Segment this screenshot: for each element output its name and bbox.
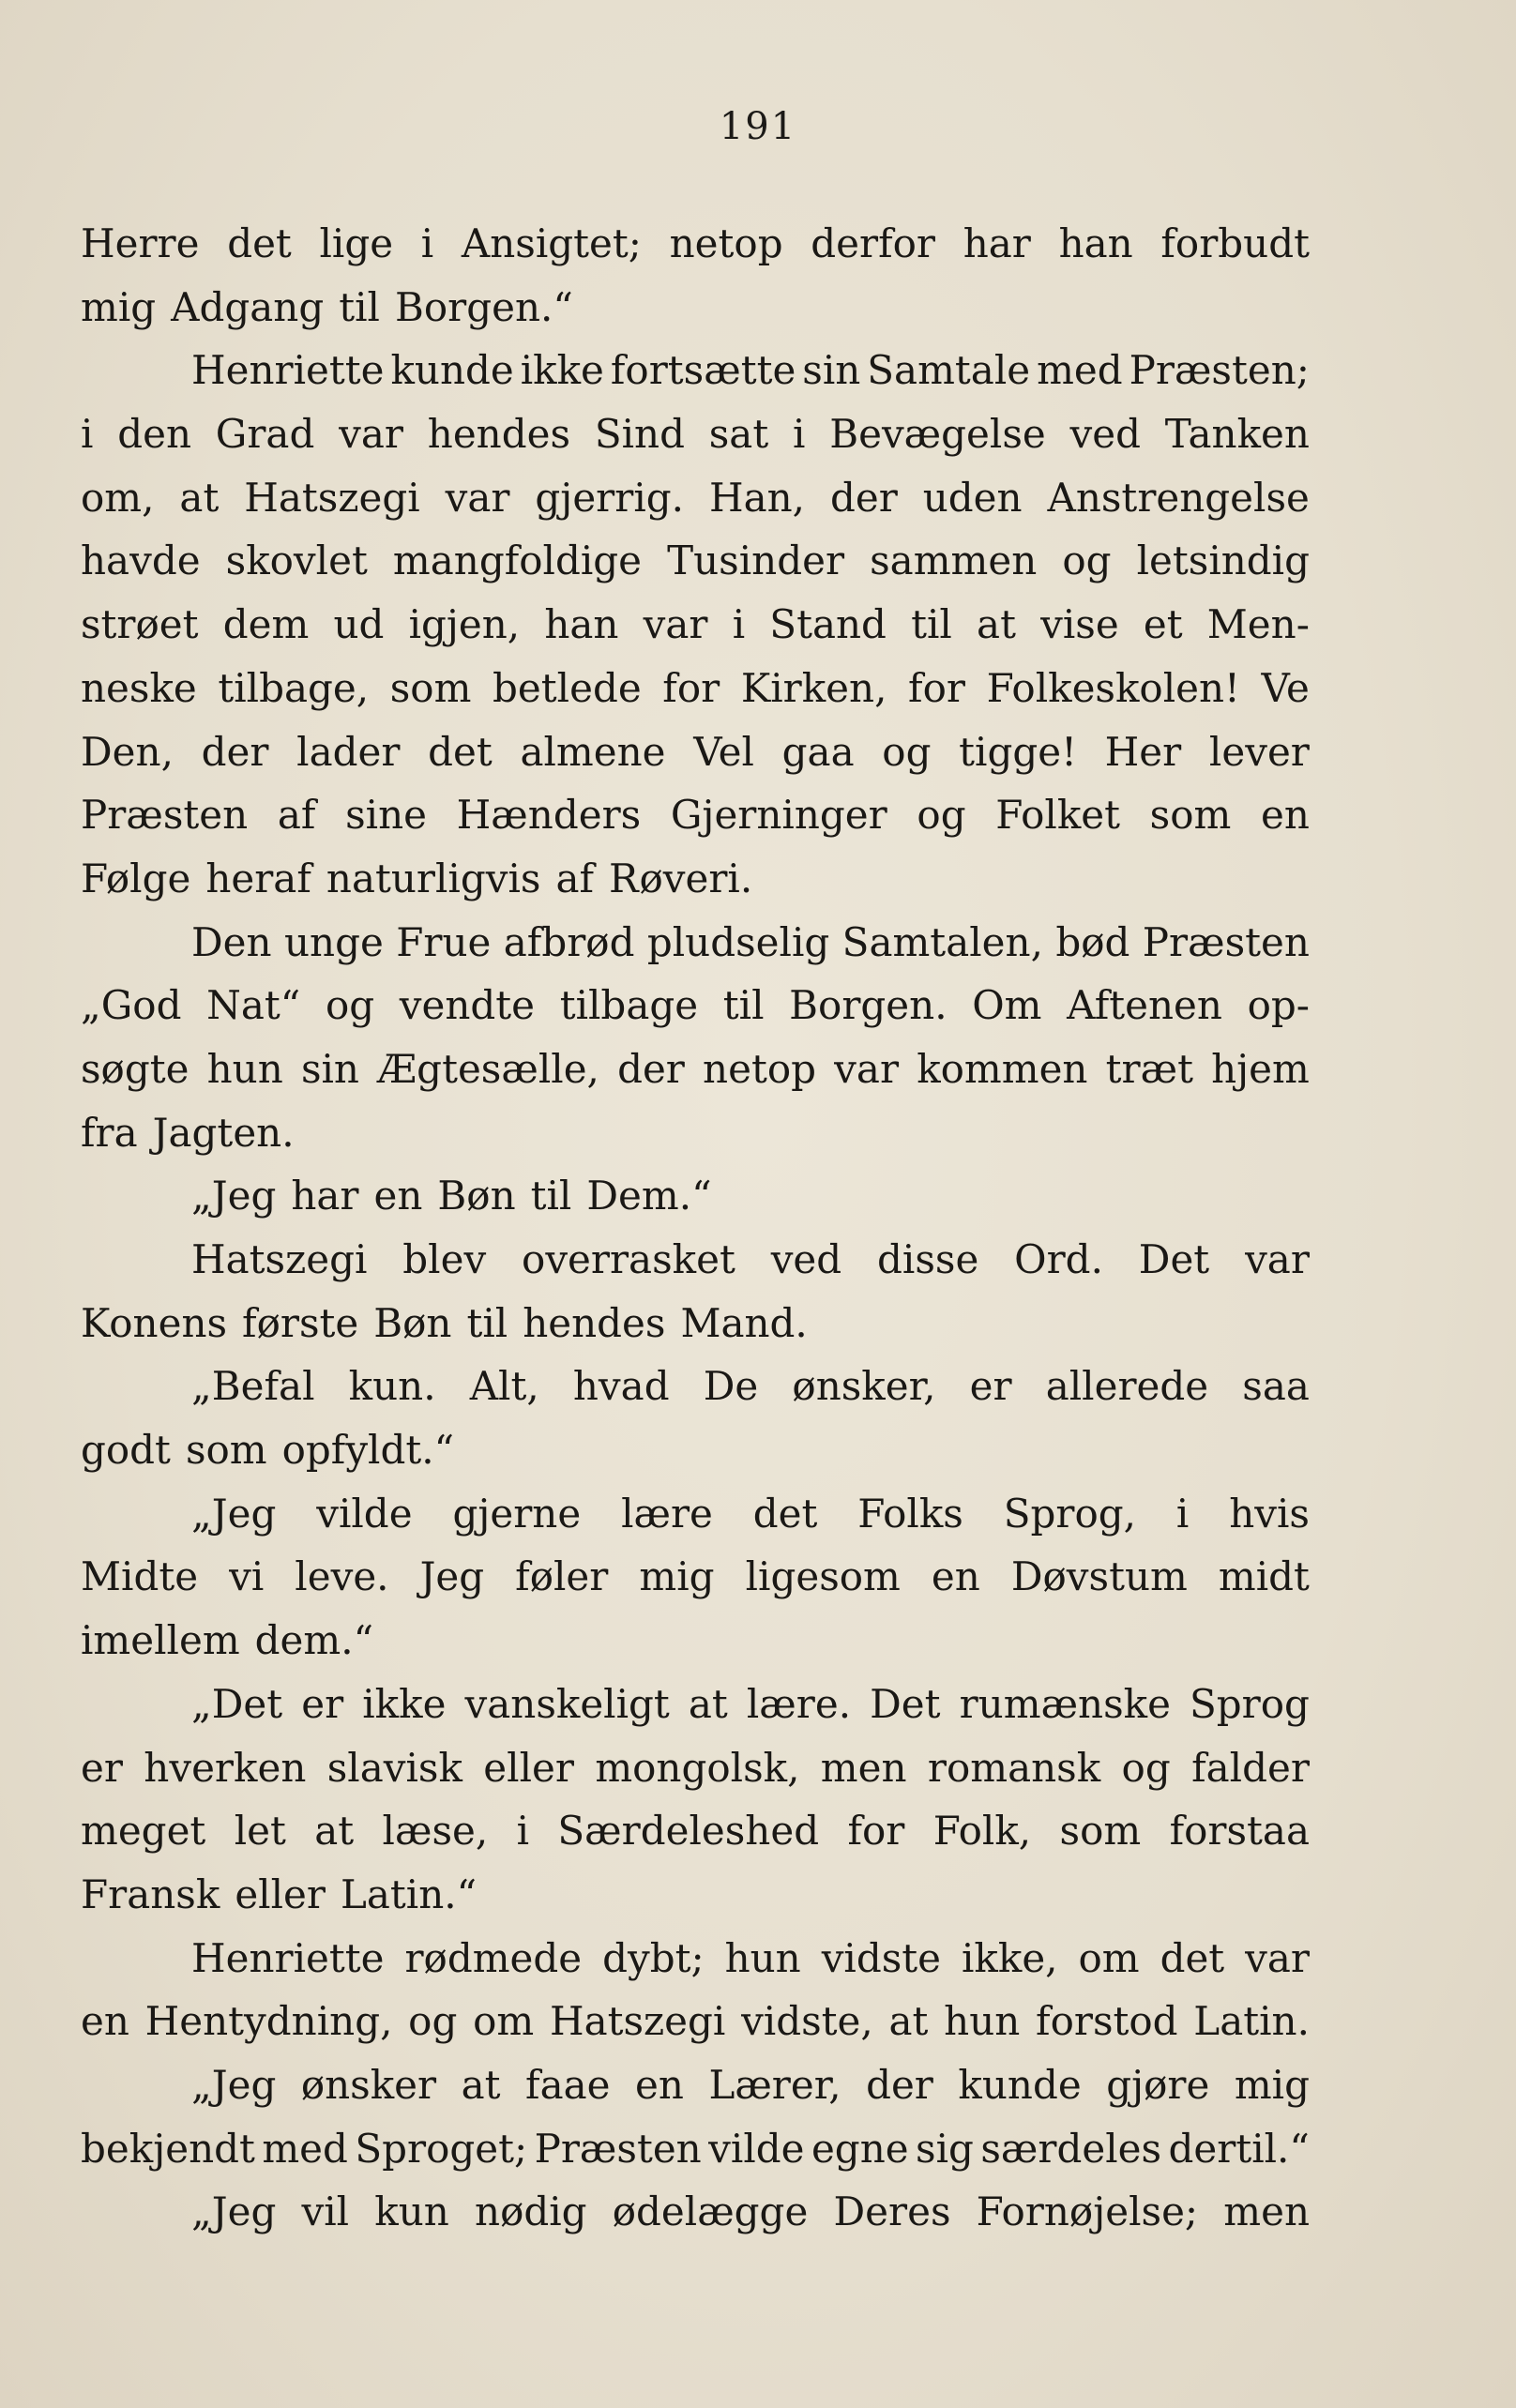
word: det [1160,1934,1225,1981]
word: som [389,664,472,711]
text-line [81,847,1310,911]
word: derfor [811,220,936,266]
text-line [81,1736,1310,1800]
word: det [428,728,493,775]
text-line [81,2053,1310,2117]
text-line [81,1418,1310,1482]
word: midt [1218,1553,1310,1600]
word: Præsten; [1129,347,1310,394]
word: om [473,1998,535,2045]
word: Ansigtet; [461,220,642,266]
word: sin [802,347,861,394]
word: men [1223,2188,1310,2235]
word: nødig [475,2188,587,2235]
word: imellem [81,1617,240,1664]
word: godt [81,1427,171,1474]
word: ødelægge [612,2188,809,2235]
word: for [847,1808,905,1855]
word: ud [333,601,385,648]
word: „Jeg [191,1490,277,1537]
text-line [81,402,1310,466]
word: at [688,1680,728,1727]
word: mangfoldige [392,538,643,584]
word: leve. [295,1553,389,1600]
word: saa [1242,1363,1310,1410]
word: med [1037,347,1123,394]
word: falder [1191,1744,1310,1791]
text-line [81,783,1310,847]
word: Gjerninger [670,792,887,839]
word: ligesom [745,1553,901,1600]
word: vendte [399,982,536,1029]
word: Henriette [191,347,385,394]
word: Dem.“ [586,1173,712,1219]
word: hvad [572,1363,670,1410]
word: Ve [1261,664,1310,711]
word: De [703,1363,759,1410]
word: Sprog [1190,1680,1310,1727]
word: Mand. [680,1299,808,1346]
word: vidste [821,1934,942,1981]
word: til [466,1299,508,1346]
word: Aftenen [1067,982,1222,1029]
word: Om [972,982,1042,1029]
word: en [931,1553,980,1600]
word: til [911,601,952,648]
word: men [820,1744,907,1791]
word: Tusinder [667,538,845,584]
word: forstaa [1169,1808,1310,1855]
word: der [866,2061,933,2108]
word: Folket [995,792,1120,839]
word: Hatszegi [191,1236,368,1282]
word: Hatszegi [549,1998,726,2045]
text-line [81,974,1310,1037]
word: romansk [927,1744,1101,1791]
word: hun [206,1045,283,1092]
word: første [242,1299,359,1346]
word: hun [724,1934,801,1981]
word: er [301,1680,344,1727]
word: vidste, [741,1998,873,2045]
text-line [81,1164,1310,1228]
word: er [969,1363,1012,1410]
word: Fransk [81,1870,220,1917]
word: for [908,664,965,711]
word: gjerne [452,1490,582,1537]
word: ikke, [961,1934,1058,1981]
word: letsindig [1136,538,1310,584]
word: sat [708,411,769,458]
word: ikke [362,1680,447,1727]
word: vilde [316,1490,413,1537]
text-line [81,720,1310,784]
word: Præsten [81,792,249,839]
word: mongolsk, [595,1744,800,1791]
text-line [81,1482,1310,1546]
word: „Jeg [191,1173,277,1219]
word: den [117,411,192,458]
word: „God [81,982,182,1029]
word: tigge! [959,728,1077,775]
word: var [643,601,708,648]
text-line [81,2180,1310,2244]
word: op- [1247,982,1310,1029]
word: og [1062,538,1112,584]
word: tilbage [559,982,699,1029]
text-line [81,212,1310,276]
word: Den, [81,728,174,775]
word: dem.“ [254,1617,374,1664]
word: allerede [1045,1363,1209,1410]
word: lader [296,728,401,775]
word: der [617,1045,685,1092]
word: Hænders [456,792,642,839]
word: i [420,220,434,266]
word: ikke [520,347,604,394]
word: læse, [382,1808,489,1855]
word: ved [770,1236,842,1282]
word: Jagten. [152,1109,295,1156]
word: afbrød [503,918,635,965]
word: Døvstum [1010,1553,1188,1600]
word: føler [515,1553,609,1600]
word: som [1059,1808,1142,1855]
page-number: 191 [719,105,797,148]
word: var [1245,1236,1310,1282]
word: han [544,601,619,648]
word: for [662,664,720,711]
word: hjem [1211,1045,1310,1092]
word: Hentydning, [144,1998,393,2045]
word: let [234,1808,286,1855]
word: strøet [81,601,199,648]
word: Sind [594,411,685,458]
word: og [1121,1744,1171,1791]
word: og [917,792,966,839]
word: var [445,474,510,521]
word: Herre [81,220,200,266]
word: kun [374,2188,449,2235]
word: lever [1208,728,1310,775]
word: Grad [215,411,315,458]
word: Latin.“ [340,1870,478,1917]
text-line [81,1545,1310,1609]
word: lære. [746,1680,852,1727]
word: Folk, [932,1808,1032,1855]
word: vilde [708,2125,805,2172]
word: Borgen.“ [394,283,573,330]
text-line [81,1863,1310,1927]
word: og [882,728,932,775]
word: at [314,1808,355,1855]
word: dem [222,601,310,648]
word: Deres [833,2188,951,2235]
text-line [81,1355,1310,1418]
word: Samtale [867,347,1031,394]
text-line [81,657,1310,720]
word: Bøn [373,1299,452,1346]
word: Præsten [1142,918,1310,965]
word: var [834,1045,900,1092]
word: hverken [144,1744,307,1791]
word: uden [922,474,1023,521]
word: hendes [427,411,571,458]
word: var [339,411,403,458]
word: mig [81,283,157,330]
word: faae [525,2061,611,2108]
word: særdeles [980,2125,1162,2172]
word: neske [81,664,197,711]
word: bekjendt [81,2125,255,2172]
word: har [291,1173,359,1219]
text-line [81,1037,1310,1101]
text-line [81,1799,1310,1863]
word: er [81,1744,123,1791]
word: i [732,601,746,648]
word: Det [870,1680,941,1727]
word: disse [877,1236,979,1282]
word: en [373,1173,423,1219]
word: at [179,474,220,521]
word: Folkeskolen! [986,664,1240,711]
word: heraf [205,855,311,901]
word: lære [621,1490,713,1537]
word: vil [301,2188,350,2235]
word: søgte [81,1045,190,1092]
word: et [1143,601,1183,648]
text-line [81,1990,1310,2053]
word: „Befal [191,1363,315,1410]
word: det [752,1490,818,1537]
text-line [81,339,1310,402]
word: forstod [1036,1998,1178,2045]
word: fra [81,1109,138,1156]
word: slavisk [326,1744,462,1791]
word: vanskeligt [464,1680,670,1727]
word: kunde [958,2061,1082,2108]
word: Bevægelse [829,411,1046,458]
word: gaa [781,728,855,775]
word: fortsætte [610,347,796,394]
word: Midte [81,1553,199,1600]
word: Bøn [437,1173,516,1219]
word: eller [483,1744,574,1791]
word: at [461,2061,501,2108]
word: „Jeg [191,2188,277,2235]
word: Sprog, [1003,1490,1136,1537]
word: hun [944,1998,1021,2045]
word: Ord. [1014,1236,1103,1282]
word: Nat“ [206,982,301,1029]
word: Konens [81,1299,228,1346]
word: Kirken, [740,664,887,711]
word: hendes [523,1299,666,1346]
word: kun. [348,1363,436,1410]
word: rødmede [404,1934,583,1981]
word: med [262,2125,348,2172]
text-line [81,1292,1310,1355]
word: Lærer, [708,2061,841,2108]
text-line [81,1927,1310,1991]
word: dybt; [602,1934,705,1981]
word: vise [1040,601,1119,648]
word: det [227,220,292,266]
word: Den [191,918,272,965]
word: „Jeg [191,2061,277,2108]
word: betlede [493,664,642,711]
word: Ægtesælle, [377,1045,599,1092]
word: har [963,220,1031,266]
text-line [81,276,1310,340]
word: og [325,982,375,1029]
word: skovlet [225,538,368,584]
text-line [81,1673,1310,1736]
word: Vel [693,728,754,775]
text-line [81,466,1310,530]
word: Stand [769,601,887,648]
word: af [555,855,595,901]
word: pludselig [646,918,830,965]
word: til [530,1173,572,1219]
word: havde [81,538,201,584]
word: Jeg [419,1553,485,1600]
word: Borgen. [789,982,948,1029]
word: Sproget; [355,2125,528,2172]
word: netop [703,1045,817,1092]
word: Henriette [191,1934,385,1981]
word: Han, [708,474,806,521]
word: Fornøjelse; [976,2188,1199,2235]
word: en [1261,792,1310,839]
word: igjen, [408,601,521,648]
word: naturligvis [326,855,541,901]
word: af [277,792,316,839]
word: Det [1138,1236,1210,1282]
word: og [408,1998,458,2045]
word: at [888,1998,929,2045]
word: som [1149,792,1232,839]
text-line [81,2117,1310,2181]
word: om, [81,474,155,521]
word: gjerrig. [535,474,684,521]
word: i [516,1808,530,1855]
word: til [722,982,765,1029]
word: gjøre [1106,2061,1210,2108]
text-line [81,529,1310,593]
word: „Det [191,1680,283,1727]
word: en [635,2061,684,2108]
word: Hatszegi [244,474,420,521]
word: lige [319,220,394,266]
word: kommen [917,1045,1088,1092]
word: at [977,601,1016,648]
word: Frue [396,918,492,965]
word: almene [520,728,666,775]
word: ønsker [300,2061,437,2108]
word: i [793,411,806,458]
word: en [81,1998,129,2045]
word: Tanken [1164,411,1310,458]
word: hvis [1229,1490,1310,1537]
text-line [81,911,1310,975]
word: egne [811,2125,909,2172]
word: dertil.“ [1168,2125,1310,2172]
word: sin [300,1045,359,1092]
word: eller [235,1870,326,1917]
word: Særdeleshed [557,1808,820,1855]
word: sig [916,2125,974,2172]
word: træt [1105,1045,1193,1092]
word: Men- [1206,601,1310,648]
word: mig [1234,2061,1310,2108]
text-line [81,1228,1310,1292]
word: om [1078,1934,1140,1981]
word: Latin. [1193,1998,1310,2045]
word: overrasket [522,1236,735,1282]
word: til [339,283,380,330]
word: unge [283,918,384,965]
word: Samtalen, [841,918,1043,965]
word: rumænske [959,1680,1171,1727]
word: i [81,411,94,458]
word: opfyldt.“ [281,1427,455,1474]
text-line [81,593,1310,657]
word: ved [1069,411,1141,458]
word: netop [669,220,783,266]
word: kunde [390,347,514,394]
word: i [1175,1490,1190,1537]
word: vi [229,1553,265,1600]
word: var [1245,1934,1310,1981]
word: Alt, [469,1363,539,1410]
word: Adgang [171,283,325,330]
text-line [81,1609,1310,1673]
word: Røveri. [609,855,753,901]
word: blev [402,1236,487,1282]
word: Anstrengelse [1047,474,1310,521]
word: bød [1055,918,1130,965]
word: ønsker, [792,1363,936,1410]
word: Her [1104,728,1182,775]
word: tilbage, [218,664,370,711]
word: han [1058,220,1133,266]
word: sine [345,792,427,839]
word: forbudt [1160,220,1310,266]
word: der [829,474,898,521]
word: sammen [870,538,1038,584]
text-line [81,1101,1310,1165]
word: Følge [81,855,191,901]
word: meget [81,1808,206,1855]
word: som [185,1427,267,1474]
word: der [201,728,269,775]
body-text [81,212,1310,2244]
word: Præsten [534,2125,702,2172]
word: mig [639,1553,715,1600]
word: Folks [857,1490,963,1537]
